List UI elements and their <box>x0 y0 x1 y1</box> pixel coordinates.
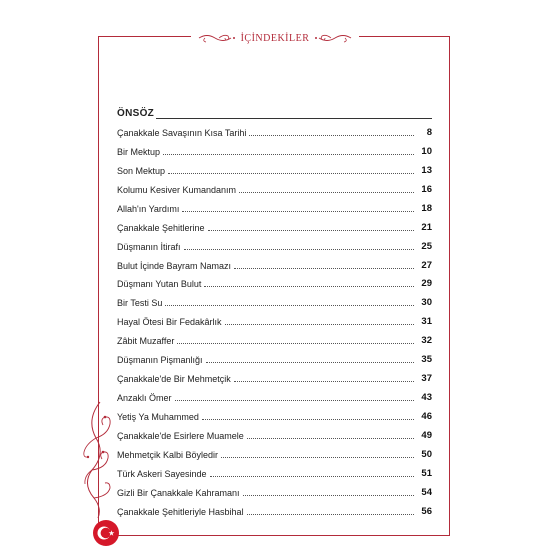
toc-entry[interactable] <box>117 271 432 290</box>
toc-entry-title: Bir Testi Su <box>117 298 163 309</box>
toc-entry-page: 35 <box>421 354 432 366</box>
turkish-flag-icon <box>92 519 120 547</box>
toc-entry-title: Allah'ın Yardımı <box>117 203 180 214</box>
toc-entry-page: 46 <box>421 411 432 422</box>
preface-rule <box>156 116 432 119</box>
toc-entry-title: Çanakkale'de Esirlere Muamele <box>117 430 244 441</box>
toc-header <box>0 31 550 45</box>
toc-entry[interactable] <box>117 289 432 308</box>
toc-leader-dots <box>234 381 414 382</box>
toc-entry[interactable] <box>117 327 432 346</box>
toc-entry[interactable] <box>117 403 432 422</box>
toc-entry[interactable] <box>117 157 432 176</box>
toc-entry-title: Anzaklı Ömer <box>117 393 172 404</box>
toc-entry-page: 29 <box>421 278 432 290</box>
toc-entry[interactable] <box>117 138 432 157</box>
toc-entry-page: 43 <box>421 392 432 404</box>
toc-entry-title: Hayal Ötesi Bir Fedakârlık <box>117 317 222 328</box>
toc-leader-dots <box>210 476 414 477</box>
toc-entry-page: 10 <box>421 145 432 157</box>
toc-entry-title: Gizli Bir Çanakkale Kahramanı <box>117 487 240 498</box>
toc-entry-page: 18 <box>421 202 432 214</box>
toc-entry-title: Kolumu Kesiver Kumandanım <box>117 184 237 195</box>
toc-entry-title: Bulut İçinde Bayram Namazı <box>117 260 232 271</box>
toc-entry-title: Çanakkale Şehitlerine <box>117 222 205 233</box>
toc-entry-title: Bir Mektup <box>117 146 161 157</box>
toc-leader-dots <box>247 514 414 515</box>
toc-leader-dots <box>234 268 414 269</box>
toc-leader-dots <box>177 343 414 344</box>
toc-leader-dots <box>204 286 414 287</box>
toc-entry-title: Düşmanı Yutan Bulut <box>117 279 202 290</box>
toc-entry[interactable] <box>117 498 432 517</box>
page-title: İÇİNDEKİLER <box>240 32 310 44</box>
toc-entry-page: 27 <box>421 259 432 271</box>
preface-label: ÖNSÖZ <box>117 108 155 119</box>
toc-entry[interactable] <box>117 346 432 365</box>
toc-leader-dots <box>239 192 414 193</box>
toc-entry-title: Zâbit Muzaffer <box>117 336 175 347</box>
toc-entry-page: 30 <box>421 297 432 309</box>
toc-entry[interactable] <box>117 441 432 460</box>
toc-leader-dots <box>165 305 414 306</box>
toc-entry[interactable] <box>117 252 432 271</box>
toc-entry[interactable] <box>117 308 432 327</box>
toc-entry[interactable] <box>117 233 432 252</box>
toc-leader-dots <box>202 419 414 420</box>
toc-entry[interactable] <box>117 195 432 214</box>
table-of-contents <box>117 103 432 517</box>
toc-entry-page: 50 <box>421 448 432 460</box>
toc-list <box>117 119 432 517</box>
toc-leader-dots <box>182 211 414 212</box>
toc-entry-page: 31 <box>421 316 432 328</box>
toc-entry[interactable] <box>117 214 432 233</box>
corner-ornament-icon <box>80 400 120 520</box>
toc-entry-page: 56 <box>421 505 432 517</box>
toc-leader-dots <box>208 230 414 231</box>
toc-entry-title: Düşmanın Pişmanlığı <box>117 355 203 366</box>
toc-entry-page: 16 <box>421 183 432 195</box>
toc-entry-page: 13 <box>421 164 432 176</box>
toc-entry[interactable] <box>117 176 432 195</box>
toc-entry-page: 51 <box>421 467 432 479</box>
right-flourish-icon <box>313 32 353 44</box>
toc-entry[interactable] <box>117 119 432 138</box>
toc-entry[interactable] <box>117 422 432 441</box>
toc-entry-title: Yetiş Ya Muhammed <box>117 412 199 422</box>
toc-entry[interactable] <box>117 479 432 498</box>
toc-leader-dots <box>225 324 414 325</box>
toc-entry-page: 32 <box>421 335 432 347</box>
toc-entry-page: 37 <box>421 373 432 385</box>
toc-leader-dots <box>247 438 414 439</box>
toc-entry[interactable] <box>117 460 432 479</box>
toc-entry-page: 21 <box>421 221 432 233</box>
toc-leader-dots <box>163 154 414 155</box>
toc-leader-dots <box>221 457 414 458</box>
toc-entry-page: 54 <box>421 486 432 498</box>
toc-entry-page: 49 <box>421 429 432 441</box>
toc-leader-dots <box>168 173 414 174</box>
toc-entry-title: Çanakkale'de Bir Mehmetçik <box>117 374 231 385</box>
toc-leader-dots <box>206 362 414 363</box>
toc-leader-dots <box>184 249 414 250</box>
toc-leader-dots <box>243 495 414 496</box>
toc-leader-dots <box>175 400 414 401</box>
toc-entry-page: 25 <box>421 240 432 252</box>
toc-entry-title: Son Mektup <box>117 165 166 176</box>
left-flourish-icon <box>197 32 237 44</box>
toc-entry-title: Mehmetçik Kalbi Böyledir <box>117 449 219 460</box>
toc-entry-title: Düşmanın İtirafı <box>117 241 181 252</box>
toc-entry-page: 8 <box>426 126 432 138</box>
toc-entry-title: Türk Askeri Sayesinde <box>117 468 207 479</box>
toc-entry[interactable] <box>117 365 432 384</box>
toc-entry[interactable] <box>117 384 432 403</box>
toc-entry-title: Çanakkale Şehitleriyle Hasbihal <box>117 506 244 517</box>
preface-heading[interactable] <box>117 103 432 119</box>
toc-entry-title: Çanakkale Savaşının Kısa Tarihi <box>117 127 247 138</box>
toc-leader-dots <box>249 135 414 136</box>
